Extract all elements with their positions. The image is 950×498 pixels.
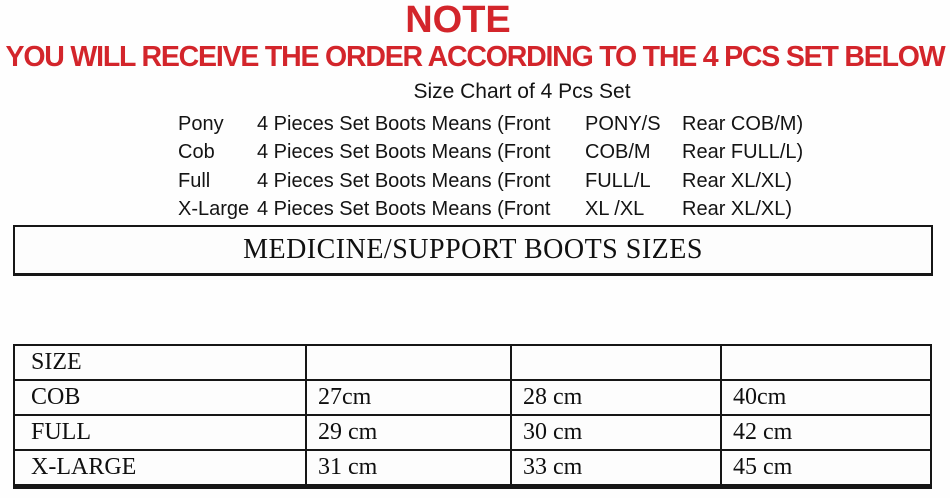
- set-front-size: FULL/L: [585, 169, 651, 192]
- table-row-full: [14, 415, 931, 450]
- set-means: 4 Pieces Set Boots Means (Front: [257, 112, 551, 135]
- set-row-xlarge: [178, 196, 803, 225]
- four-pcs-set-list: [178, 110, 803, 224]
- table-row-xlarge: [14, 450, 931, 487]
- table-cell: X-LARGE: [14, 450, 306, 487]
- table-cell: [306, 345, 511, 380]
- table-cell: 40cm: [721, 380, 931, 415]
- set-rear-size: Rear COB/M): [682, 112, 804, 135]
- set-name: X-Large: [178, 198, 250, 221]
- set-means: 4 Pieces Set Boots Means (Front: [257, 169, 551, 192]
- medicine-support-boots-banner: MEDICINE/SUPPORT BOOTS SIZES: [13, 225, 933, 276]
- table-cell: 28 cm: [511, 380, 721, 415]
- table-cell: 31 cm: [306, 450, 511, 487]
- set-rear-size: Rear FULL/L): [682, 141, 804, 164]
- set-name: Pony: [178, 112, 224, 135]
- note-headline: YOU WILL RECEIVE THE ORDER ACCORDING TO THE 4 PCS SET BELOW: [5, 41, 945, 73]
- note-title: NOTE: [405, 0, 511, 41]
- table-cell: 33 cm: [511, 450, 721, 487]
- table-cell: 27cm: [306, 380, 511, 415]
- size-chart-subtitle: Size Chart of 4 Pcs Set: [413, 80, 631, 103]
- set-means: 4 Pieces Set Boots Means (Front: [257, 198, 551, 221]
- table-cell: 29 cm: [306, 415, 511, 450]
- set-name: Full: [178, 169, 211, 192]
- table-row-cob: [14, 380, 931, 415]
- set-row-cob: [178, 139, 803, 168]
- table-cell: [511, 345, 721, 380]
- table-row-header: [14, 345, 931, 380]
- set-row-full: [178, 167, 803, 196]
- set-name: Cob: [178, 141, 215, 164]
- table-cell: 42 cm: [721, 415, 931, 450]
- table-cell: FULL: [14, 415, 306, 450]
- set-front-size: XL /XL: [585, 198, 645, 221]
- table-cell: 30 cm: [511, 415, 721, 450]
- table-cell: SIZE: [14, 345, 306, 380]
- size-chart-table: [13, 344, 932, 489]
- set-means: 4 Pieces Set Boots Means (Front: [257, 141, 551, 164]
- table-cell: [721, 345, 931, 380]
- set-row-pony: [178, 110, 803, 139]
- table-cell: 45 cm: [721, 450, 931, 487]
- set-front-size: COB/M: [585, 141, 651, 164]
- table-cell: COB: [14, 380, 306, 415]
- set-rear-size: Rear XL/XL): [682, 169, 793, 192]
- set-front-size: PONY/S: [585, 112, 661, 135]
- set-rear-size: Rear XL/XL): [682, 198, 793, 221]
